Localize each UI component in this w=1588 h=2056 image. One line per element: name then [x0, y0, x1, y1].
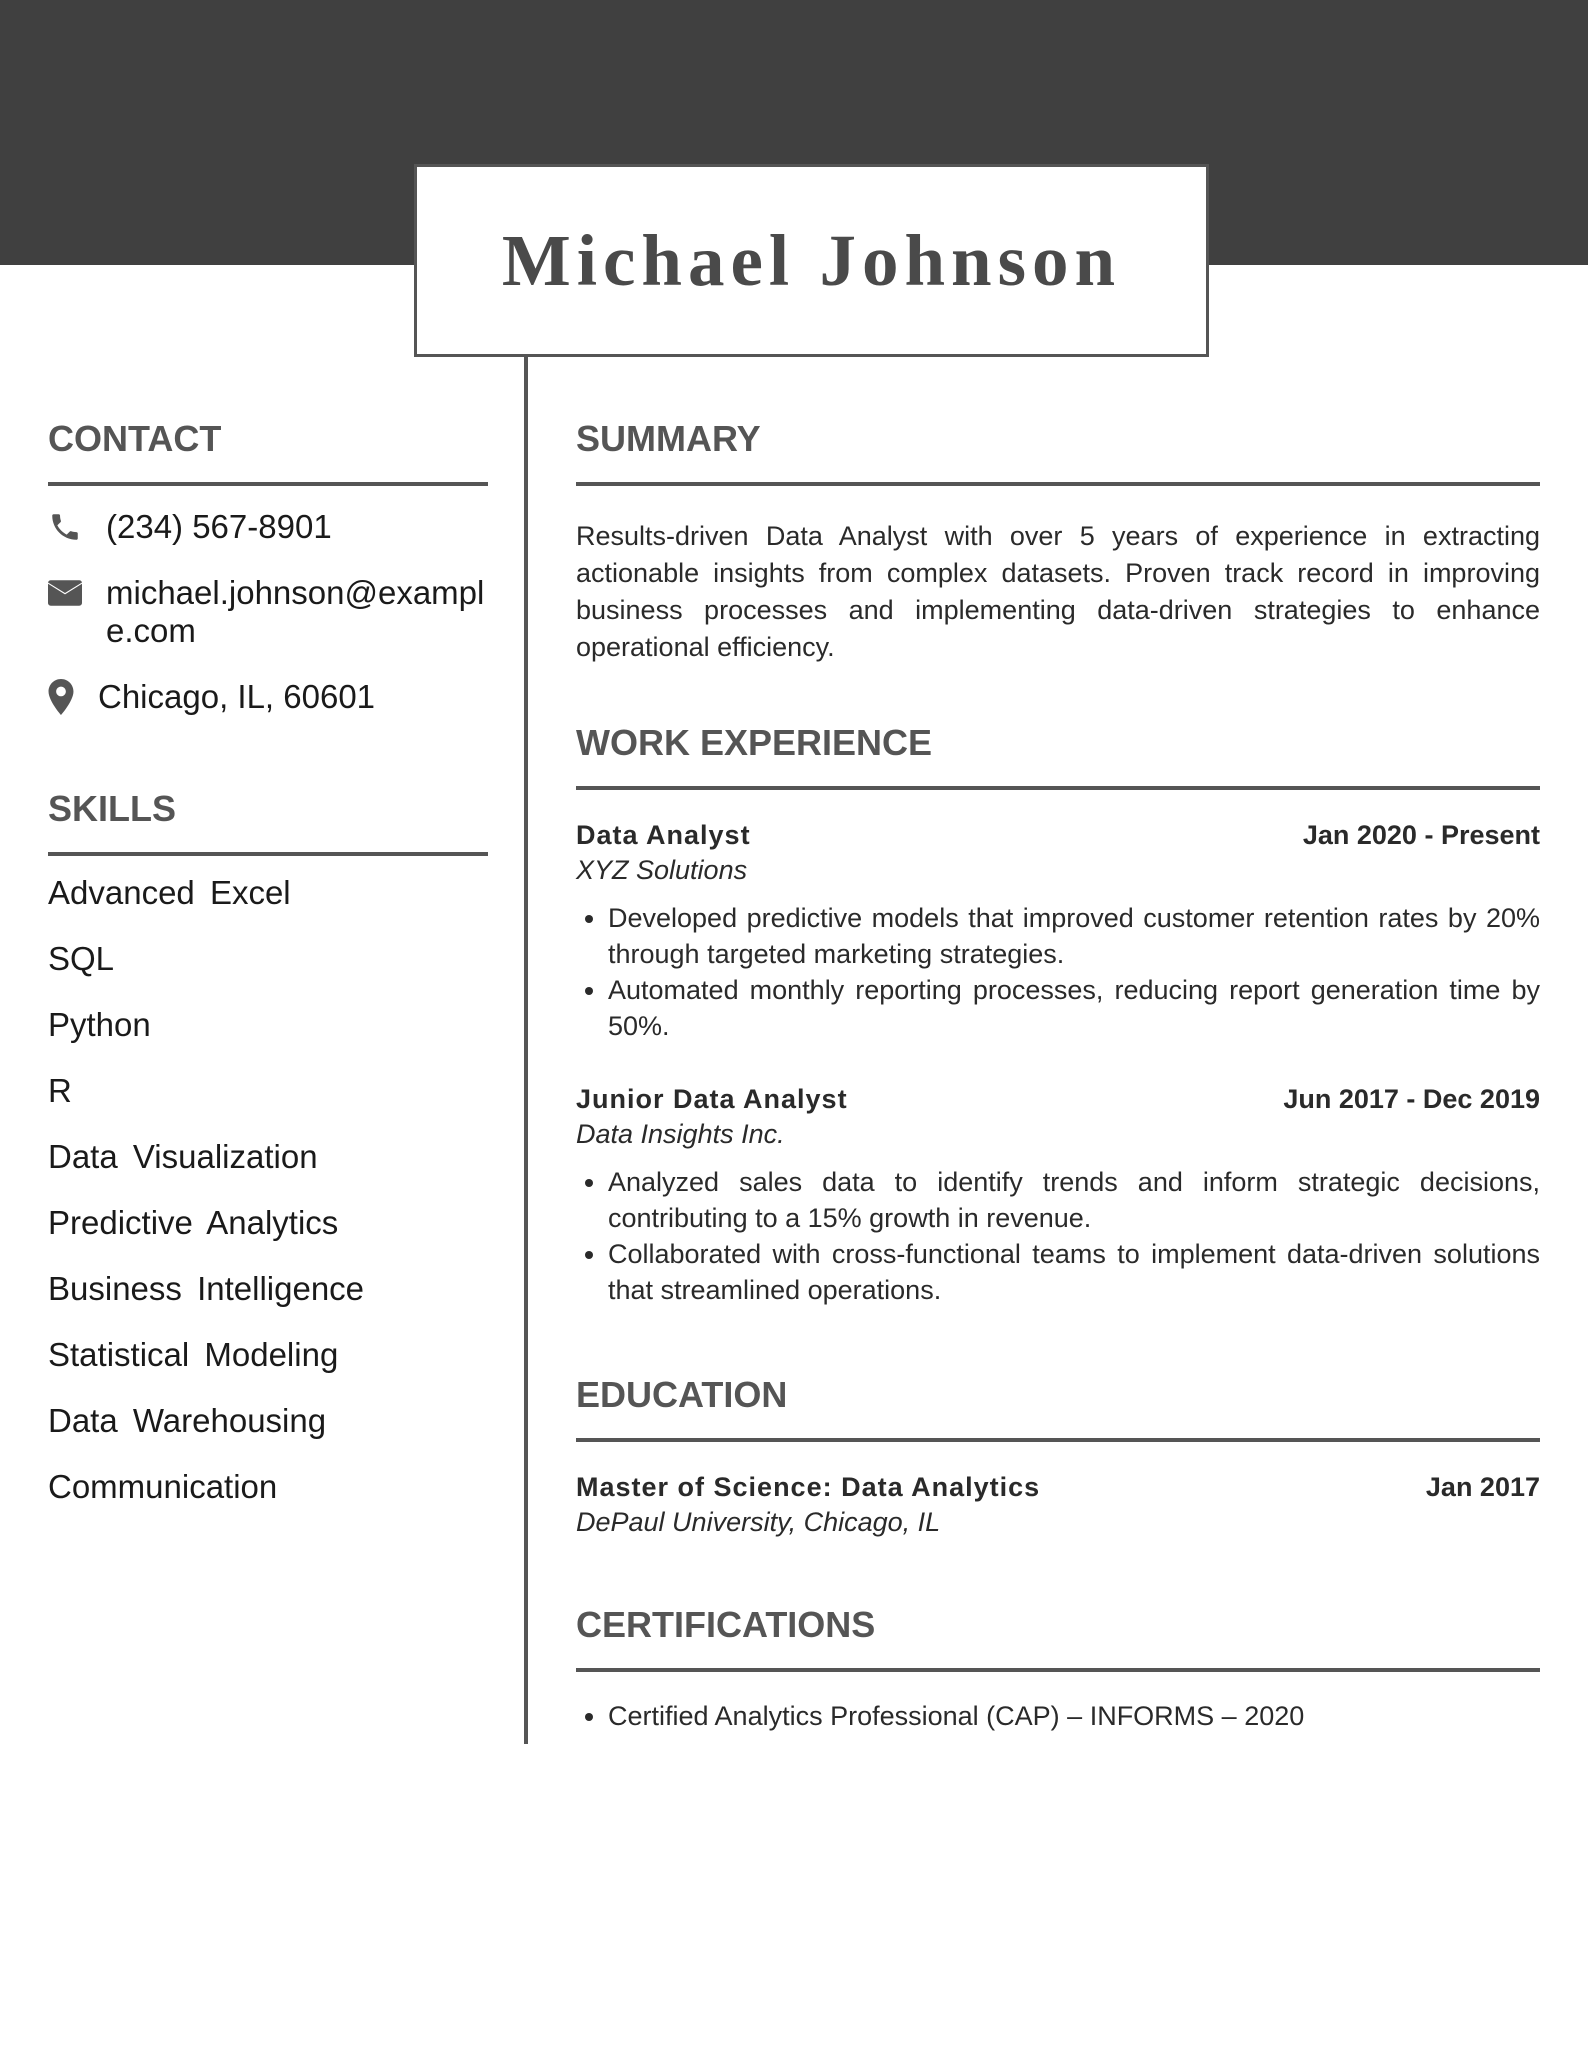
contact-list [48, 508, 488, 716]
degree-name: Master of Science: Data Analytics [576, 1472, 1041, 1502]
skill-item: Data Warehousing [48, 1402, 327, 1439]
location-text: Chicago, IL, 60601 [98, 678, 376, 715]
job-bullet: • Collaborated with cross-functional teams to implement data-driven solutions that streamlined operations. [608, 1236, 1540, 1308]
job-role: Data Analyst [576, 820, 751, 850]
name-box [414, 164, 1209, 357]
contact-email [48, 574, 488, 650]
degree-date: Jan 2017 [1425, 1472, 1540, 1502]
summary-section [576, 418, 1540, 666]
experience-title: WORK EXPERIENCE [576, 722, 1540, 790]
job-entry [576, 818, 1540, 1044]
contact-title: CONTACT [48, 418, 488, 486]
certifications-title: CERTIFICATIONS [576, 1604, 1540, 1672]
education-entry [576, 1470, 1540, 1540]
left-column [48, 418, 488, 1534]
skill-item: Statistical Modeling [48, 1336, 339, 1373]
job-bullet: • Analyzed sales data to identify trends and inform strategic decisions, contributing to a 15% growth in revenue. [608, 1164, 1540, 1236]
contact-location [48, 678, 488, 716]
summary-text: Results-driven Data Analyst with over 5 years of experience in extracting actionable insights from complex datasets. Proven track record in improving business processes and implementing data-driven strategies to enhance operational efficiency. [576, 521, 1540, 662]
job-entry [576, 1082, 1540, 1308]
job-role: Junior Data Analyst [576, 1084, 848, 1114]
map-pin-icon [48, 678, 98, 716]
experience-section [576, 722, 1540, 1308]
job-company: Data Insights Inc. [576, 1119, 785, 1149]
skills-section [48, 788, 488, 1506]
phone-text: (234) 567-8901 [106, 508, 332, 545]
skill-item: R [48, 1072, 72, 1109]
job-bullets [576, 900, 1540, 1044]
job-bullet: • Automated monthly reporting processes, reducing report generation time by 50%. [608, 972, 1540, 1044]
education-section [576, 1374, 1540, 1540]
column-divider [524, 357, 528, 1744]
skill-item: Predictive Analytics [48, 1204, 339, 1241]
skill-item: SQL [48, 940, 115, 977]
certifications-section [576, 1604, 1540, 1734]
envelope-icon [48, 574, 106, 612]
certifications-list [576, 1698, 1540, 1734]
skill-item: Business Intelligence [48, 1270, 365, 1307]
job-header [576, 818, 1540, 852]
education-title: EDUCATION [576, 1374, 1540, 1442]
skill-item: Data Visualization [48, 1138, 318, 1175]
email-text: michael.johnson@example.com [106, 574, 485, 649]
skill-item: Advanced Excel [48, 874, 291, 911]
job-header [576, 1082, 1540, 1116]
skills-title: SKILLS [48, 788, 488, 856]
certification-item: • Certified Analytics Professional (CAP) – INFORMS – 2020 [608, 1698, 1540, 1734]
summary-title: SUMMARY [576, 418, 1540, 486]
candidate-name: Michael Johnson [501, 219, 1122, 301]
phone-icon [48, 508, 106, 546]
job-company: XYZ Solutions [576, 855, 748, 885]
contact-phone [48, 508, 488, 546]
skill-item: Communication [48, 1468, 278, 1505]
right-column [576, 418, 1540, 1734]
education-header [576, 1470, 1540, 1504]
job-dates: Jun 2017 - Dec 2019 [1283, 1084, 1540, 1114]
job-bullet: • Developed predictive models that improved customer retention rates by 20% through targeted marketing strategies. [608, 900, 1540, 972]
school-name: DePaul University, Chicago, IL [576, 1507, 941, 1537]
skill-item: Python [48, 1006, 151, 1043]
skills-list [48, 874, 488, 1506]
job-dates: Jan 2020 - Present [1302, 820, 1540, 850]
job-bullets [576, 1164, 1540, 1308]
contact-section [48, 418, 488, 716]
